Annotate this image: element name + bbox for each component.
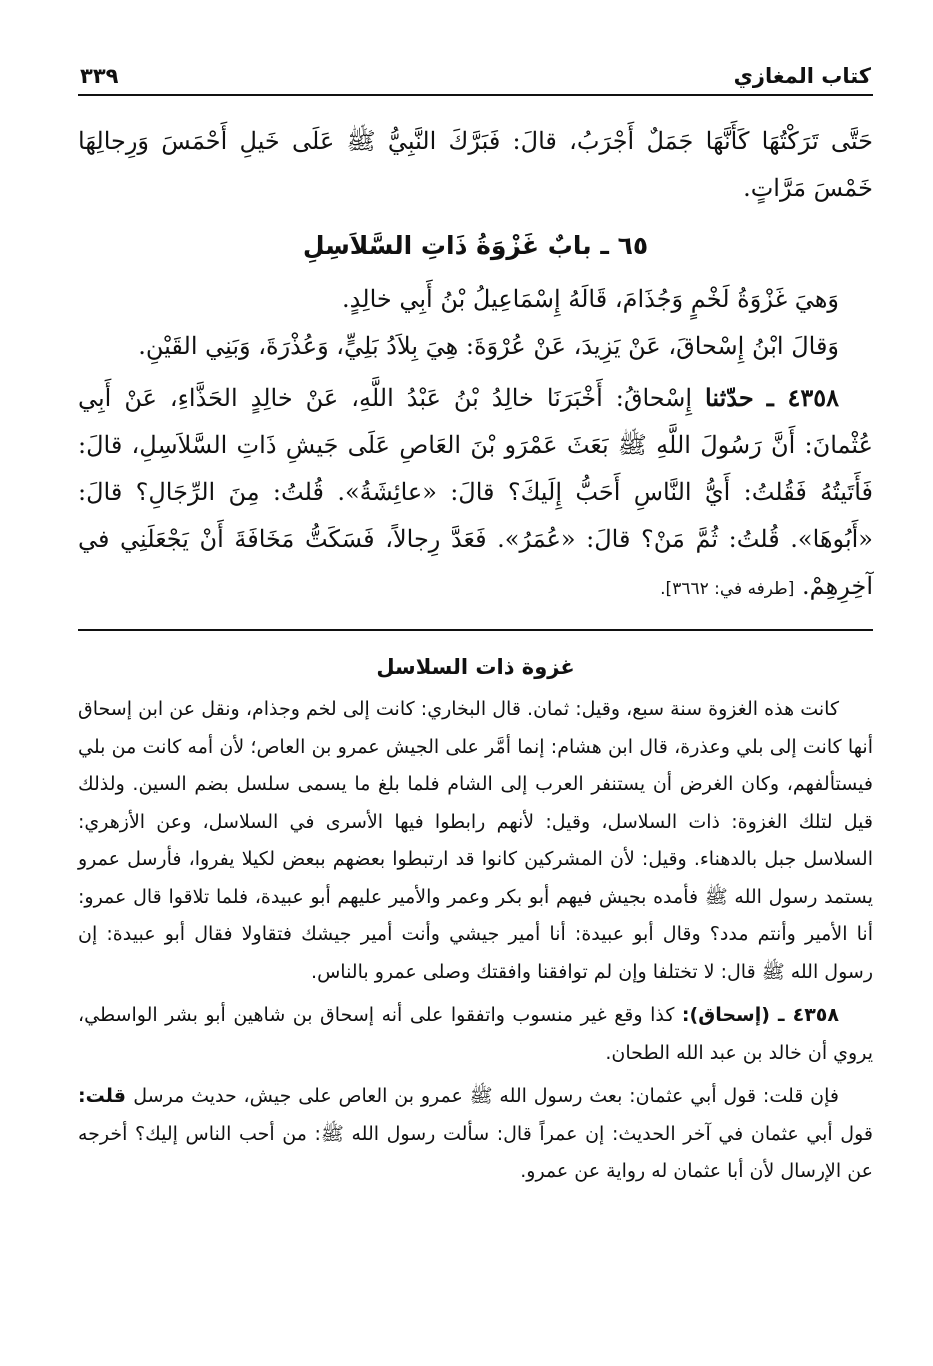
chapter-note-2: وَقالَ ابْنُ إِسْحاقَ، عَنْ يَزِيدَ، عَنْ عُرْوَةَ: هِيَ بِلاَدُ بَلِيٍّ، وَعُذْرَةَ، وَبَنِي القَيْنِ. xyxy=(138,332,839,360)
section-divider xyxy=(78,629,873,631)
commentary-question: فإن قلت: قول أبي عثمان: بعث رسول الله ﷺ عمرو بن العاص على جيش، حديث مرسل xyxy=(133,1085,839,1107)
commentary-answer: قول أبي عثمان في آخر الحديث: إن عمراً قال: سألت رسول الله ﷺ: من أحب الناس إليك؟ أخرجه عن الإرسال لأن أبا عثمان له رواية عن عمرو. xyxy=(78,1122,873,1182)
commentary-qult-label: قلت: xyxy=(78,1085,134,1107)
commentary-paragraph-2 xyxy=(78,997,873,1072)
atraf-reference: [طرفه في: ٣٦٦٢]. xyxy=(660,579,795,599)
hadith-body: إِسْحاقُ: أَخْبَرَنَا خالِدُ بْنُ عَبْدُ اللَّهِ، عَنْ خالِدٍ الحَذَّاءِ، عَنْ أَبِي عُثْمانَ: أَنَّ رَسُولَ اللَّهِ ﷺ بَعَثَ عَمْرَو بْنَ العَاصِ عَلَى جَيشِ ذَاتِ السَّلاَسِلِ، قالَ: فَأَتَيتُهُ فَقُلتُ: أَيُّ النَّاسِ أَحَبُّ إِلَيكَ؟ قالَ: «عائِشَةُ». قُلتُ: مِنَ الرِّجَالِ؟ قالَ: «أَبُوهَا». قُلتُ: ثُمَّ مَنْ؟ قالَ: «عُمَرُ». فَعَدَّ رِجالاً، فَسَكَتُّ مَخَافَةَ أَنْ يَجْعَلَنِي في آخِرِهِمْ. xyxy=(78,384,873,600)
haddathana-word: حدّثنا xyxy=(705,383,754,412)
commentary-paragraph-1: كانت هذه الغزوة سنة سبع، وقيل: ثمان. قال البخاري: كانت إلى لخم وجذام، ونقل عن ابن إسحاق أنها كانت إلى بلي وعذرة، قال ابن هشام: إنما أمَّر على الجيش عمرو بن العاص؛ لأن أمه كانت من بلي فيستألفهم، وكان الغرض أن يستنفر العرب إلى الشام فلما بلغ ما يسمى سلسل بضم السين. ولذلك قيل لتلك الغزوة: ذات السلاسل، وقيل: لأنهم رابطوا فيها الأسرى في السلاسل، وعن الأزهري: السلاسل جبل بالدهناء. وقيل: لأن المشركين كانوا قد ارتبطوا بعضهم ببعض لكيلا يفروا، فأرسل عمرو يستمد رسول الله ﷺ فأمده بجيش فيهم أبو بكر وعمر والأمير عليهم أبو عبيدة، فلما تلاقوا قال عمرو: أنا الأمير وأنتم مدد؟ وقال أبو عبيدة: أنا أمير جيشي وأنت أمير جيشك فتقاولا فقال أبو عبيدة: إن رسول الله ﷺ قال: لا تختلفا وإن لم توافقنا وافقتك وصلى عمرو بالناس. xyxy=(78,698,873,983)
commentary-hadith-lead: ٤٣٥٨ ـ (إسحاق): xyxy=(681,1004,839,1026)
running-header xyxy=(78,52,873,96)
page-number: ٣٣٩ xyxy=(80,64,119,88)
book-page xyxy=(78,52,873,1191)
hadith-text-section xyxy=(78,118,873,613)
commentary-section xyxy=(78,651,873,1191)
hadith-number: ٤٣٥٨ ـ xyxy=(766,383,839,412)
book-title: كتاب المغازي xyxy=(733,64,871,88)
commentary-paragraph-2-text: كذا وقع غير منسوب واتفقوا على أنه إسحاق بن شاهين أبو بشر الواسطي، يروي أن خالد بن عبد الله الطحان. xyxy=(78,1004,873,1064)
chapter-heading: ٦٥ ـ بابٌ غَزْوَةُ ذَاتِ السَّلاَسِلِ xyxy=(302,231,649,260)
commentary-paragraph-3 xyxy=(78,1078,873,1191)
continuation-paragraph: حَتَّى تَرَكْتُهَا كَأَنَّهَا جَمَلٌ أَجْرَبُ، قالَ: فَبَرَّكَ النَّبِيُّ ﷺ عَلَى خَيلِ أَحْمَسَ وَرِجالِهَا خَمْسَ مَرَّاتٍ. xyxy=(78,127,873,202)
chapter-note-1: وَهيَ غَزْوَةُ لَخْمٍ وَجُذَامَ، قَالَهُ إِسْمَاعِيلُ بْنُ أَبِي خالِدٍ. xyxy=(342,285,839,313)
commentary-heading: غزوة ذات السلاسل xyxy=(376,655,575,679)
hadith-paragraph xyxy=(78,374,873,613)
